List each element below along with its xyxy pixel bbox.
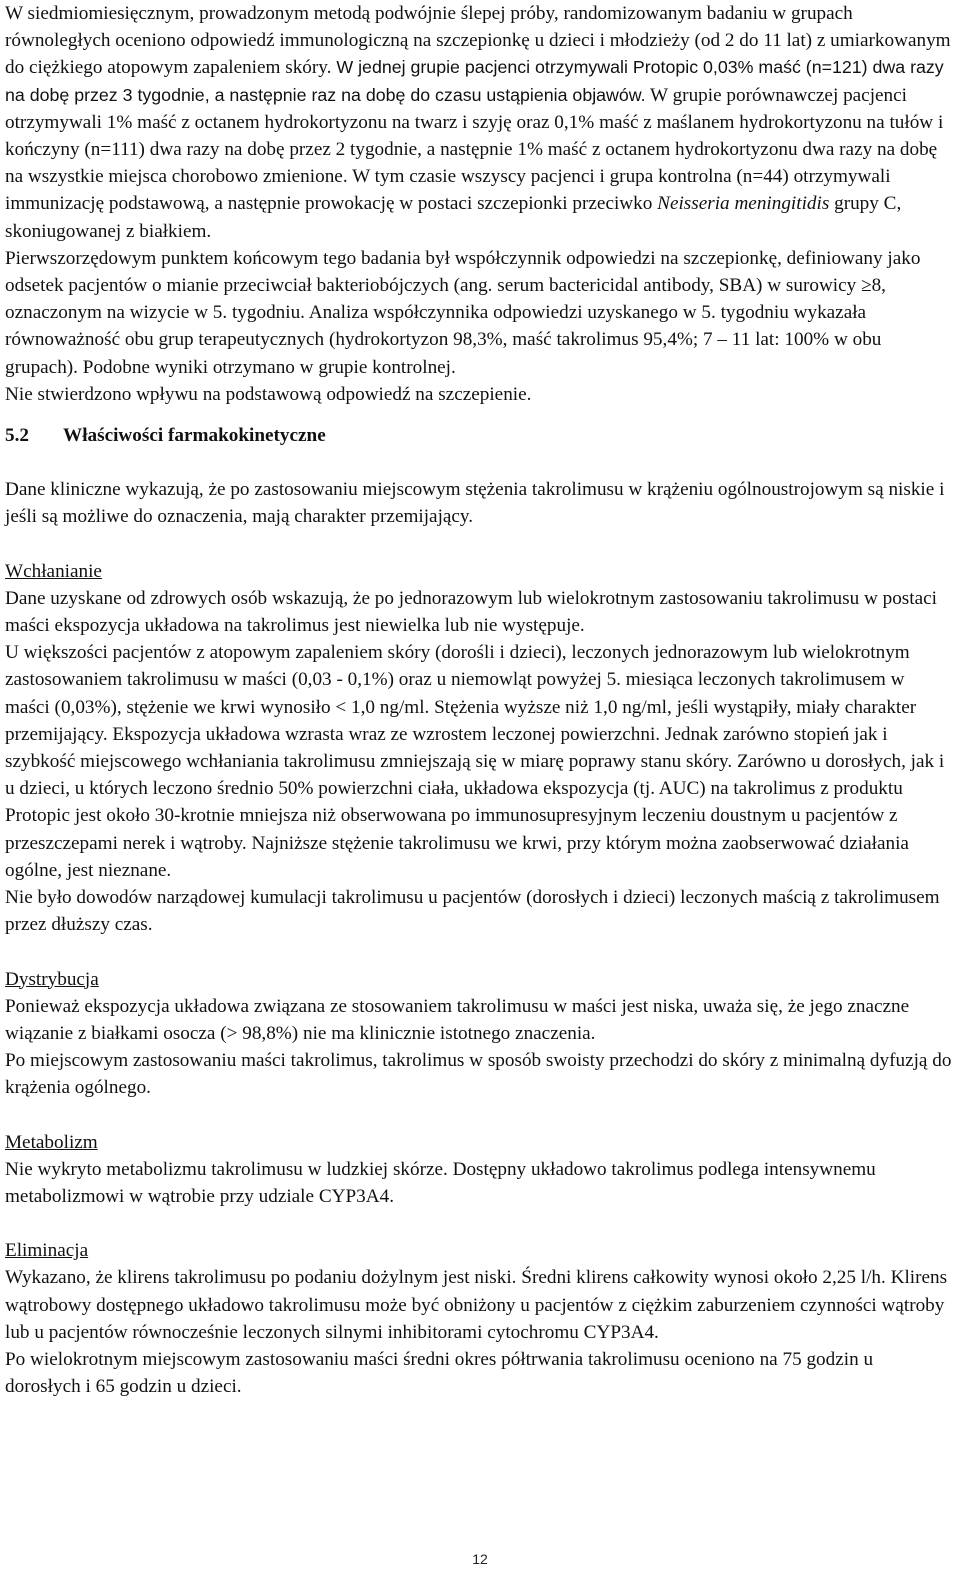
- spacer: [5, 1210, 953, 1237]
- spacer: [5, 939, 953, 966]
- page-content: [5, 0, 953, 1400]
- spacer: [5, 449, 953, 476]
- intro-text-3: W grupie porównawczej pacjenci otrzymywali 1% maść z octanem hydrokortyzonu na twarz i szyję oraz 0,1% maść z maślanem hydrokortyzonu na tułów i kończyny (n=111) dwa razy na dobę przez 2 tygodnie, a następnie 1% maść z octanem hydrokortyzonu dwa razy na dobę na wszystkie miejsca chorobowo zmienione.: [5, 84, 944, 188]
- absorption-paragraph-1: Dane uzyskane od zdrowych osób wskazują, że po jednorazowym lub wielokrotnym zastosowaniu takrolimusu w postaci maści ekspozycja układowa na takrolimus jest niewielka lub nie występuje.: [5, 587, 937, 637]
- section-number: 5.2: [5, 425, 29, 447]
- intro-italic-organism: Neisseria meningitidis: [657, 193, 830, 215]
- no-effect-paragraph: Nie stwierdzono wpływu na podstawową odpowiedź na szczepienie.: [5, 383, 532, 405]
- elimination-paragraph-2: Po wielokrotnym miejscowym zastosowaniu maści średni okres półtrwania takrolimusu oceniono na 75 godzin u dorosłych i 65 godzin u dzieci.: [5, 1348, 874, 1398]
- distribution-heading: Dystrybucja: [5, 968, 99, 990]
- endpoint-paragraph: Pierwszorzędowym punktem końcowym tego badania był współczynnik odpowiedzi na szczepionkę, definiowany jako odsetek pacjentów o mianie przeciwciał bakteriobójczych (ang. serum bactericidal antibody, SBA) w surowicy ≥8, oznaczonym na wizycie w 5. tygodniu. Analiza współczynnika odpowiedzi uzyskanego w 5. tygodniu wykazała równoważność obu grup terapeutycznych (hydrokortyzon 98,3%, maść takrolimus 95,4%; 7 – 11 lat: 100% w obu grupach). Podobne wyniki otrzymano w grupie kontrolnej.: [5, 247, 921, 378]
- spacer: [5, 531, 953, 558]
- spacer: [5, 1102, 953, 1129]
- intro-text-2: W jednej grupie pacjenci otrzymywali Protopic 0,03% maść (n=121) dwa razy na dobę przez 3 tygodnie, a następnie raz na dobę do czasu ustąpienia objawów.: [5, 57, 944, 105]
- intro-text-4: W tym czasie wszyscy pacjenci i grupa kontrolna (n=44) otrzymywali immunizację podstawową, a następnie prowokację w postaci szczepionki przeciwko: [5, 166, 891, 215]
- section-title: Właściwości farmakokinetyczne: [63, 425, 326, 447]
- metabolism-paragraph: Nie wykryto metabolizmu takrolimusu w ludzkiej skórze. Dostępny układowo takrolimus podlega intensywnemu metabolizmowi w wątrobie przy udziale CYP3A4.: [5, 1158, 876, 1207]
- intro-text-1: W siedmiomiesięcznym, prowadzonym metodą podwójnie ślepej próby, randomizowanym badaniu w grupach równoległych oceniono odpowiedź immunologiczną na szczepionkę u dzieci i młodzieży (od 2 do 11 lat) z umiarkowanym do ciężkiego atopowym zapaleniem skóry.: [5, 3, 951, 79]
- absorption-paragraph-2: U większości pacjentów z atopowym zapaleniem skóry (dorośli i dzieci), leczonych jednorazowym lub wielokrotnym zastosowaniem takrolimusu w maści (0,03 - 0,1%) oraz u niemowląt powyżej 5. miesiąca leczonych takrolimusem w maści (0,03%), stężenie we krwi wynosiło < 1,0 ng/ml. Stężenia wyższe niż 1,0 ng/ml, jeśli wystąpiły, miały charakter przemijający. Ekspozycja układowa wzrasta wraz ze wzrostem leczonej powierzchni. Jednak zarówno stopień jak i szybkość miejscowego wchłaniania takrolimusu zmniejszają się w miarę poprawy stanu skóry. Zarówno u dorosłych, jak i u dzieci, u których leczono średnio 50% powierzchni ciała, układowa ekspozycja (tj. AUC) na takrolimus z produktu Protopic jest około 30-krotnie mniejsza niż obserwowana po immunosupresyjnym leczeniu doustnym u pacjentów z przeszczepami nerek i wątroby. Najniższe stężenie takrolimusu we krwi, przy którym można zaobserwować działania ogólne, jest nieznane.: [5, 642, 945, 881]
- absorption-heading: Wchłanianie: [5, 560, 102, 582]
- distribution-paragraph-2: Po miejscowym zastosowaniu maści takrolimus, takrolimus w sposób swoisty przechodzi do skóry z minimalną dyfuzją do krążenia ogólnego.: [5, 1050, 952, 1099]
- elimination-paragraph-1: Wykazano, że klirens takrolimusu po podaniu dożylnym jest niski. Średni klirens całkowity wynosi około 2,25 l/h. Klirens wątrobowy dostępnego układowo takrolimusu może być obniżony u pacjentów z ciężkim zaburzeniem czynności wątroby lub u pacjentów równocześnie leczonych silnymi inhibitorami cytochromu CYP3A4.: [5, 1267, 948, 1343]
- clinical-paragraph: Dane kliniczne wykazują, że po zastosowaniu miejscowym stężenia takrolimusu w krążeniu ogólnoustrojowym są niskie i jeśli są możliwe do oznaczenia, mają charakter przemijający.: [5, 479, 945, 528]
- spacer: [5, 408, 953, 422]
- distribution-paragraph-1: Ponieważ ekspozycja układowa związana ze stosowaniem takrolimusu w maści jest niska, uważa się, że jego znaczne wiązanie z białkami osocza (> 98,8%) nie ma klinicznie istotnego znaczenia.: [5, 995, 910, 1044]
- elimination-heading: Eliminacja: [5, 1240, 89, 1262]
- intro-text-5: grupy C, skoniugowanej z białkiem.: [5, 193, 902, 242]
- section-heading: [5, 422, 953, 449]
- page-number: 12: [472, 1551, 488, 1567]
- intro-paragraph: [5, 0, 953, 245]
- metabolism-heading: Metabolizm: [5, 1131, 98, 1153]
- absorption-paragraph-3: Nie było dowodów narządowej kumulacji takrolimusu u pacjentów (dorosłych i dzieci) leczonych maścią z takrolimusem przez dłuższy czas.: [5, 887, 940, 936]
